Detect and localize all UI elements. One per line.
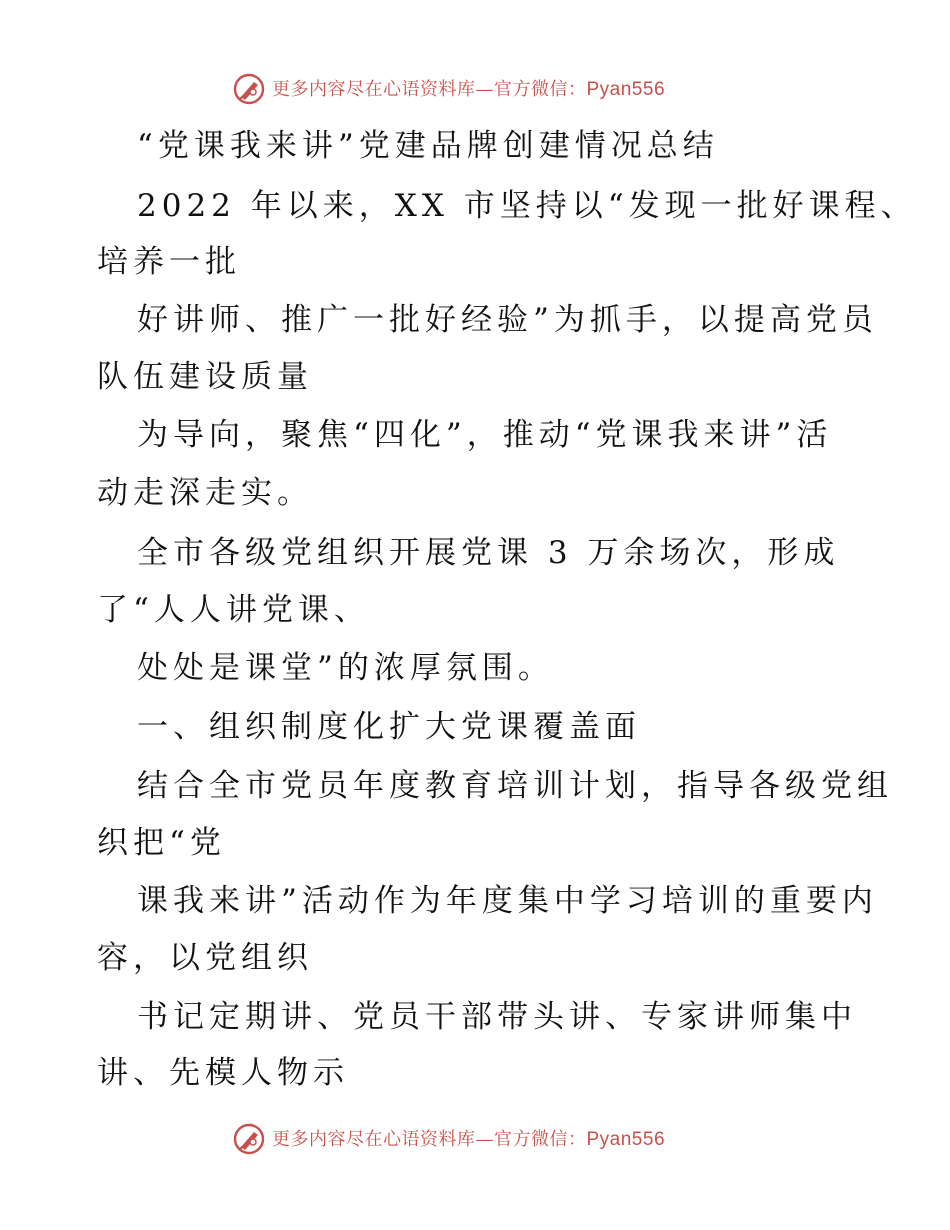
body-line: 全市各级党组织开展党课 3 万余场次，形成 — [137, 535, 840, 571]
pen-seal-logo-icon — [232, 72, 266, 106]
watermark-handle: Pyan556 — [586, 1129, 666, 1150]
body-line: 动走深走实。 — [97, 475, 313, 511]
watermark-label: 更多内容尽在心语资料库—官方微信： — [272, 1129, 587, 1150]
watermark-text-top — [272, 78, 665, 102]
body-line: 结合全市党员年度教育培训计划，指导各级党组 — [137, 768, 893, 804]
document-title: “党课我来讲”党建品牌创建情况总结 — [137, 128, 719, 164]
body-line: 讲、先模人物示 — [97, 1055, 349, 1091]
body-line: 书记定期讲、党员干部带头讲、专家讲师集中 — [137, 999, 857, 1035]
body-line: 处处是课堂”的浓厚氛围。 — [137, 650, 554, 686]
body-line: 了“人人讲党课、 — [97, 592, 370, 628]
body-line: 织把“党 — [97, 825, 226, 861]
watermark-handle: Pyan556 — [586, 79, 666, 100]
body-line: 队伍建设质量 — [97, 359, 313, 395]
watermark-banner-bottom — [0, 1120, 950, 1160]
watermark-banner-top — [0, 70, 950, 110]
section-heading: 一、组织制度化扩大党课覆盖面 — [137, 709, 641, 745]
watermark-text-bottom — [272, 1128, 665, 1152]
body-line: 为导向，聚焦“四化”，推动“党课我来讲”活 — [137, 417, 833, 453]
body-line: 容，以党组织 — [97, 940, 313, 976]
body-line: 2022 年以来，XX 市坚持以“发现一批好课程、 — [137, 188, 917, 224]
body-line: 培养一批 — [97, 244, 241, 280]
pen-seal-logo-icon — [232, 1122, 266, 1156]
watermark-label: 更多内容尽在心语资料库—官方微信： — [272, 79, 587, 100]
body-line: 好讲师、推广一批好经验”为抓手，以提高党员 — [137, 302, 878, 338]
body-line: 课我来讲”活动作为年度集中学习培训的重要内 — [137, 883, 878, 919]
